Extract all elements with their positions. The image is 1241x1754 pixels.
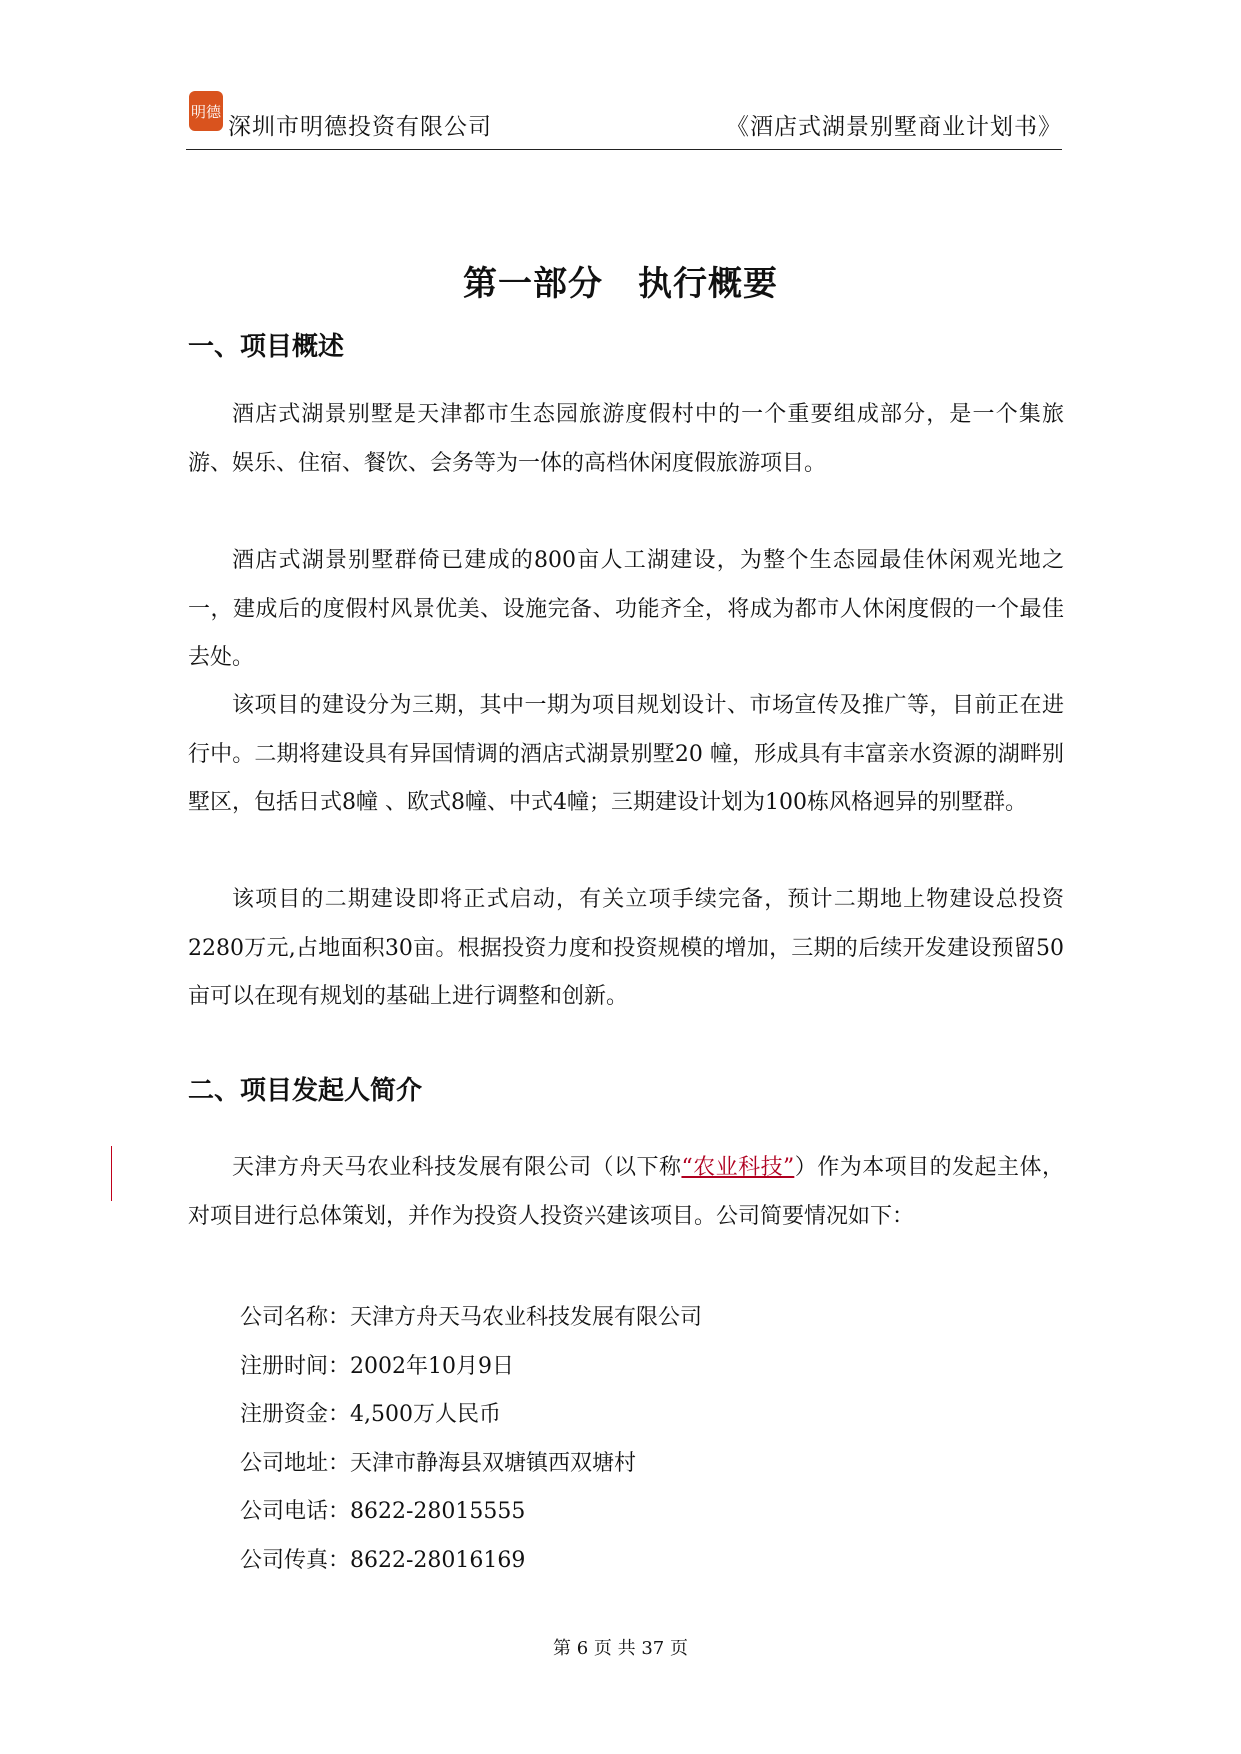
- page-header: [186, 90, 1062, 150]
- company-name: 深圳市明德投资有限公司: [228, 114, 492, 140]
- sponsor-intro-text: ）作为本项目的发起主体，对项目进行总体策划，并作为投资人投资兴建该项目。公司简要情况如下：: [188, 1155, 1064, 1229]
- page-title: 第一部分 执行概要: [463, 264, 778, 304]
- company-logo-icon: [188, 90, 224, 132]
- sponsor-intro-paragraph: [188, 1144, 1064, 1241]
- page-footer: 第 6 页 共 37 页: [553, 1638, 688, 1659]
- header-divider: [186, 149, 1062, 150]
- company-detail-line: 注册时间：2002年10月9日: [240, 1354, 514, 1379]
- svg-text:明德: 明德: [190, 103, 222, 121]
- company-detail-line: 注册资金：4,500万人民币: [240, 1402, 501, 1427]
- overview-paragraph: 该项目的二期建设即将正式启动，有关立项手续完备，预计二期地上物建设总投资2280万元,占地面积30亩。根据投资力度和投资规模的增加，三期的后续开发建设预留50亩可以在现有规划的基础上进行调整和创新。: [188, 887, 1064, 1009]
- company-detail-line: 公司电话：8622-28015555: [240, 1499, 526, 1524]
- company-detail-line: 公司地址：天津市静海县双塘镇西双塘村: [240, 1451, 637, 1476]
- company-detail-line: 公司传真：8622-28016169: [240, 1548, 526, 1573]
- document-title: 《酒店式湖景别墅商业计划书》: [726, 114, 1062, 140]
- section-heading-overview: 一、项目概述: [188, 332, 345, 362]
- section-heading-sponsor: 二、项目发起人简介: [188, 1076, 423, 1106]
- sponsor-intro-text: 天津方舟天马农业科技发展有限公司（以下称: [232, 1155, 682, 1180]
- overview-paragraph: 该项目的建设分为三期，其中一期为项目规划设计、市场宣传及推广等，目前正在进行中。二期将建设具有异国情调的酒店式湖景别墅20 幢，形成具有丰富亲水资源的湖畔别墅区，包括日式8幢 、欧式8幢、中式4幢；三期建设计划为100栋风格迥异的别墅群。: [188, 693, 1064, 815]
- revision-mark: [111, 1146, 112, 1201]
- revised-term: “农业科技”: [681, 1155, 795, 1180]
- overview-paragraph: 酒店式湖景别墅是天津都市生态园旅游度假村中的一个重要组成部分，是一个集旅游、娱乐、住宿、餐饮、会务等为一体的高档休闲度假旅游项目。: [188, 402, 1064, 476]
- overview-paragraph: 酒店式湖景别墅群倚已建成的800亩人工湖建设，为整个生态园最佳休闲观光地之一，建成后的度假村风景优美、设施完备、功能齐全，将成为都市人休闲度假的一个最佳去处。: [188, 548, 1064, 670]
- company-detail-line: 公司名称：天津方舟天马农业科技发展有限公司: [240, 1305, 703, 1330]
